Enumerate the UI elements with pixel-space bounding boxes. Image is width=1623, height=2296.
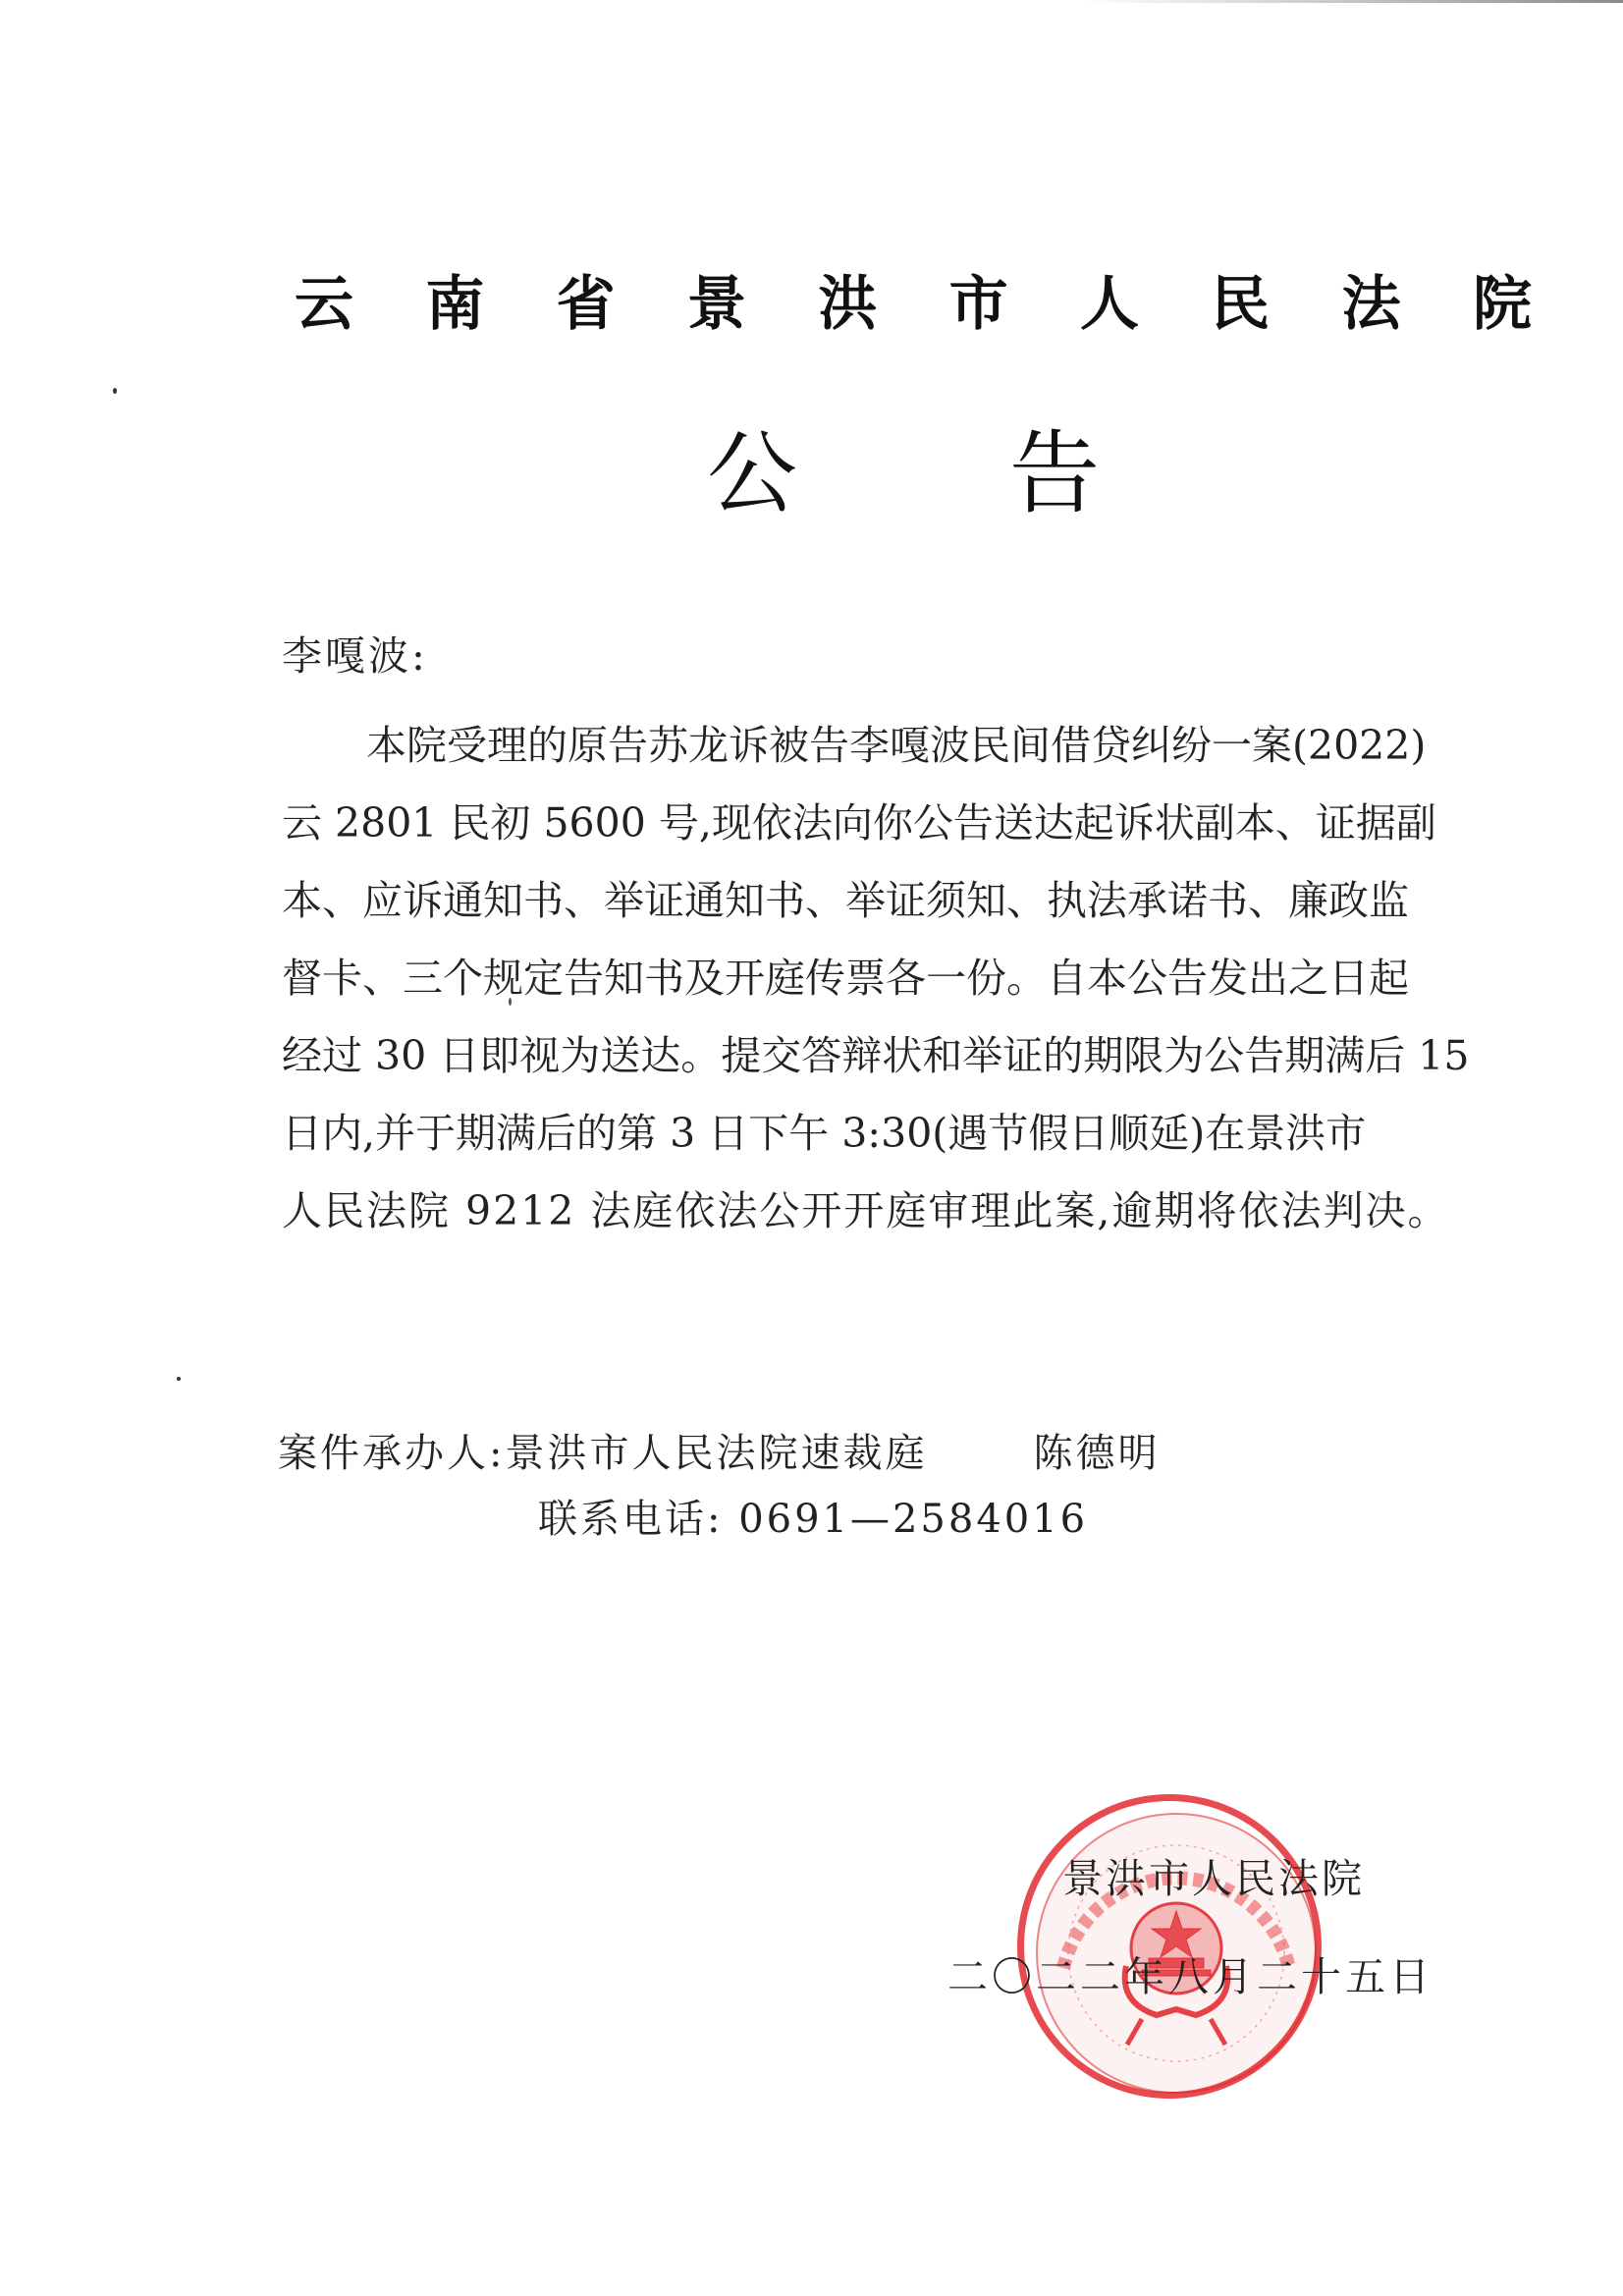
scan-speck xyxy=(177,1377,181,1381)
body-line: 日内,并于期满后的第 3 日下午 3:30(遇节假日顺延)在景洪市 xyxy=(282,1110,1367,1157)
court-title-char: 民 xyxy=(1211,270,1271,339)
body-line: 本、应诉通知书、举证通知书、举证须知、执法承诺书、廉政监 xyxy=(282,877,1409,924)
court-title-char: 市 xyxy=(948,270,1008,339)
case-handler xyxy=(278,1422,1160,1478)
notice-title-char: 告 xyxy=(1008,421,1100,526)
handler-label: 案件承办人: xyxy=(278,1431,506,1476)
court-title-char: 景 xyxy=(686,270,746,339)
court-title-char: 南 xyxy=(425,270,485,339)
contact-phone: 联系电话: 0691—2584016 xyxy=(538,1497,1089,1542)
signature-court: 景洪市人民法院 xyxy=(1062,1855,1365,1902)
court-title-char: 人 xyxy=(1079,270,1139,339)
court-title-char: 省 xyxy=(556,270,616,339)
scan-edge-line xyxy=(1080,0,1623,3)
handler-name: 陈德明 xyxy=(1033,1431,1161,1476)
body-line: 本院受理的原告苏龙诉被告李嘎波民间借贷纠纷一案(2022) xyxy=(366,722,1427,769)
court-title-char: 法 xyxy=(1341,270,1401,339)
notice-body xyxy=(282,707,1519,1250)
notice-title xyxy=(707,412,1100,526)
court-title-char: 院 xyxy=(1472,270,1532,339)
body-line: 云 2801 民初 5600 号,现依法向你公告送达起诉状副本、证据副 xyxy=(282,799,1436,847)
notice-title-char: 公 xyxy=(707,421,798,526)
handler-department: 景洪市人民法院速裁庭 xyxy=(505,1431,928,1476)
signature-date: 二〇二二年八月二十五日 xyxy=(947,1953,1434,2000)
court-title-char: 洪 xyxy=(818,270,878,339)
court-title xyxy=(295,265,1532,339)
court-title-char: 云 xyxy=(295,270,353,339)
addressee: 李嘎波: xyxy=(282,632,428,680)
scan-speck xyxy=(113,388,117,394)
body-line: 督卡、三个规定告知书及开庭传票各一份。自本公告发出之日起 xyxy=(282,955,1409,1002)
body-line: 人民法院 9212 法庭依法公开开庭审理此案,逾期将依法判决。 xyxy=(282,1187,1450,1234)
body-line: 经过 30 日即视为送达。提交答辩状和举证的期限为公告期满后 15 xyxy=(282,1032,1470,1079)
